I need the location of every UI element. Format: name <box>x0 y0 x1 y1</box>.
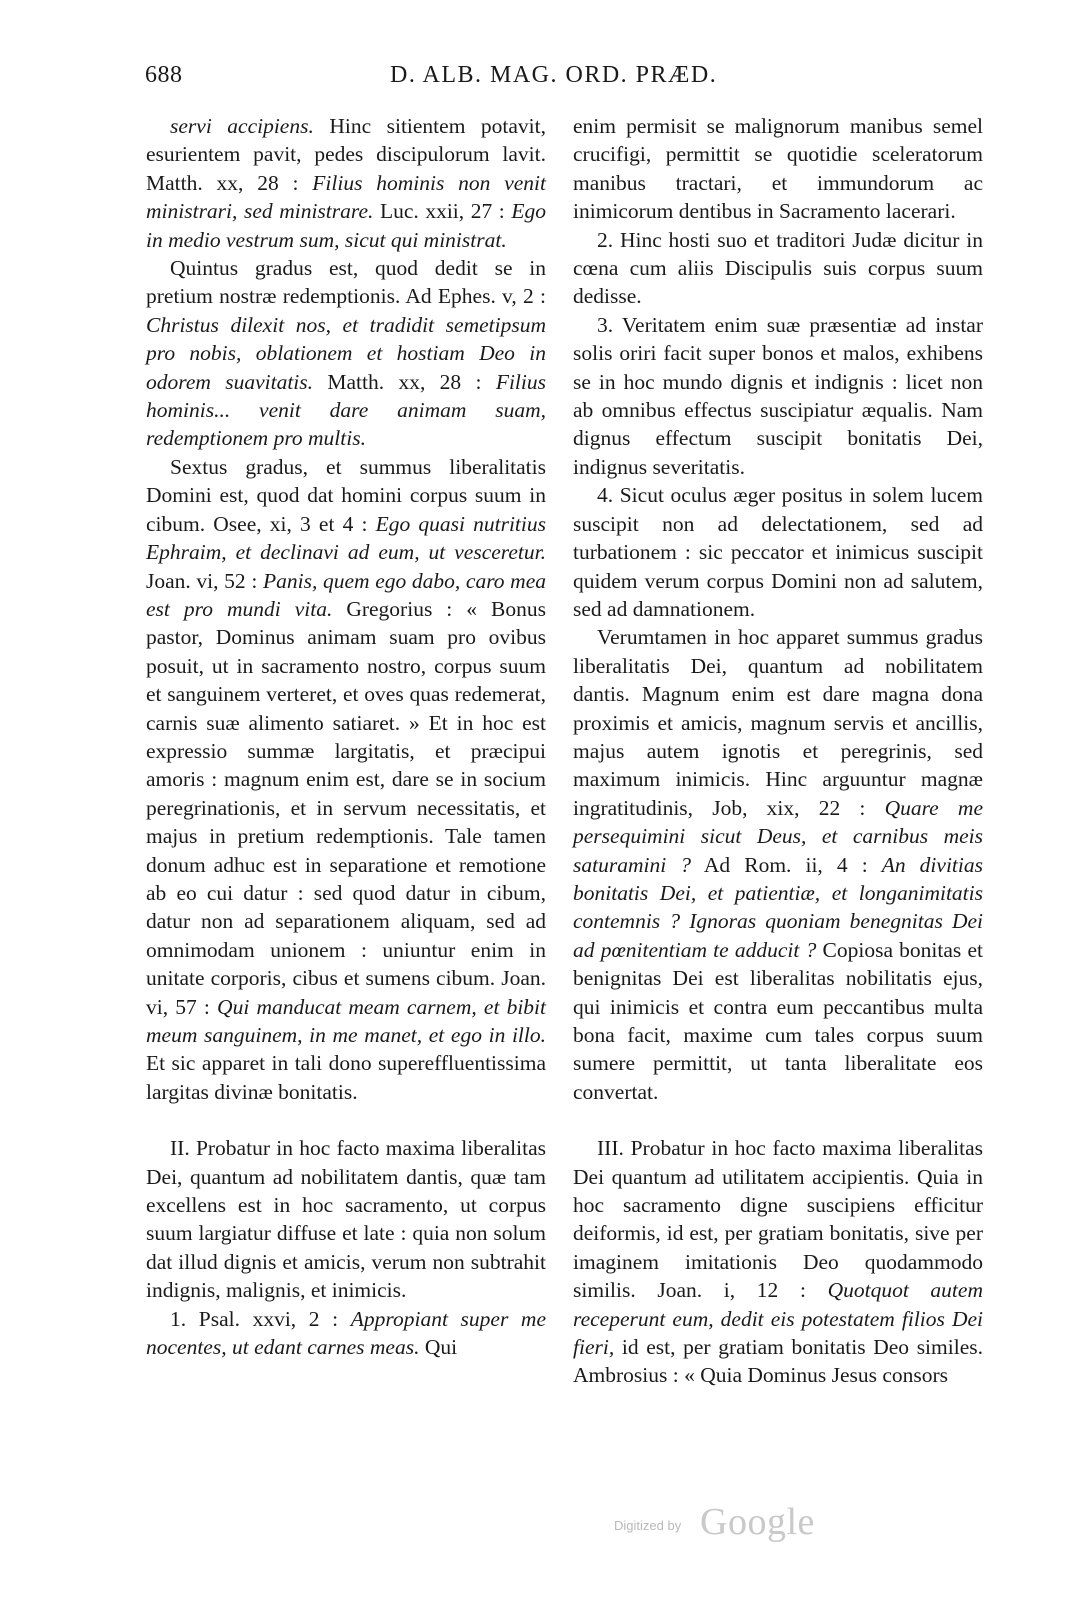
italic-quotation: Quotquot autem receperunt eum, dedit eis potestatem filios Dei fieri, <box>573 1278 983 1360</box>
text-run: Luc. xxii, 27 : <box>373 199 512 224</box>
paragraph <box>573 311 983 481</box>
text-run: Verumtamen in hoc apparet summus gradus liberalitatis Dei, quantum ad nobilitatem dantis. Magnum enim est dare magna dona proximis et amicis, magnum servis et ancillis, majus autem ignotis et peregrinis, sed maximum inimicis. Hinc arguuntur magnæ ingratitudinis, Job, xix, 22 : <box>573 625 983 820</box>
italic-quotation: Panis, quem ego dabo, caro mea est pro mundi vita. <box>146 568 546 621</box>
text-run: Sextus gradus, et summus liberalitatis Domini est, quod dat homini corpus suum in cibum. Osee, xi, 3 et 4 : <box>146 454 546 536</box>
paragraph <box>573 112 983 226</box>
paragraph <box>573 623 983 1106</box>
text-run: Gregorius : « Bonus pastor, Dominus animam suam pro ovibus posuit, ut in sacramento nostro, corpus suum et sanguinem verteret, et oves quas redemerat, carnis suæ alimento satiaret. » Et in hoc est expressio summæ largitatis, et præcipui amoris : magnum enim est, dare se in socium peregrinationis, et in servum necessitatis, et majus in pretium redemptionis. Tale tamen donum adhuc est in separatione et remotione ab eo cui datur : sed quod datur in cibum, datur non ad separationem aliquam, sed ad omnimodam unionem : uniuntur enim in unitate corporis, cibus et sumens cibum. Joan. vi, 57 : <box>146 596 546 1019</box>
italic-quotation: Ego in medio vestrum sum, sicut qui ministrat. <box>146 199 546 252</box>
left-text-column <box>146 112 546 1361</box>
text-run: Matth. xx, 28 : <box>313 369 496 394</box>
italic-quotation: Quare me persequimini sicut Deus, et carnibus meis saturamini ? <box>573 795 983 877</box>
paragraph <box>573 1134 983 1390</box>
paragraph <box>146 1134 546 1304</box>
paragraph <box>573 481 983 623</box>
italic-quotation: Christus dilexit nos, et tradidit semetipsum pro nobis, oblationem et hostiam Deo in odorem suavitatis. <box>146 312 546 394</box>
italic-quotation: Qui manducat meam carnem, et bibit meum sanguinem, in me manet, et ego in illo. <box>146 994 546 1047</box>
paragraph <box>146 112 546 254</box>
right-text-column <box>573 112 983 1390</box>
page-number: 688 <box>145 62 183 88</box>
text-run: id est, per gratiam bonitatis Deo similes. Ambrosius : « Quia Dominus Jesus consors <box>573 1335 983 1388</box>
digitized-by-label: Digitized by <box>614 1518 682 1533</box>
running-title: D. ALB. MAG. ORD. PRÆD. <box>390 62 718 88</box>
text-run: 2. Hinc hosti suo et traditori Judæ dicitur in cœna cum aliis Discipulis suis corpus suum dedisse. <box>573 227 983 309</box>
paragraph <box>146 254 546 453</box>
text-run: 3. Veritatem enim suæ præsentiæ ad instar solis oriri facit super bonos et malos, exhibens se in hoc mundo dignis et indignis : licet non ab omnibus effectus suscipiatur æqualis. Nam dignus effectum suscipit bonitatis Dei, indignus severitatis. <box>573 312 983 479</box>
text-run: 1. Psal. xxvi, 2 : <box>170 1306 351 1331</box>
italic-quotation: Appropiant super me nocentes, ut edant carnes meas. <box>146 1306 546 1360</box>
italic-quotation: Filius hominis... venit dare animam suam, redemptionem pro multis. <box>146 369 546 451</box>
text-run: Joan. vi, 52 : <box>146 568 263 593</box>
italic-quotation: Ego quasi nutritius Ephraim, et declinavi ad eum, ut vesceretur. <box>146 511 546 565</box>
italic-quotation: Filius hominis non venit ministrari, sed ministrare. <box>146 170 546 224</box>
text-run: Quintus gradus est, quod dedit se in pretium nostræ redemptionis. Ad Ephes. v, 2 : <box>146 256 546 309</box>
google-logo: Google <box>700 1501 815 1543</box>
page-header <box>0 62 1092 98</box>
text-run: Ad Rom. ii, 4 : <box>691 852 882 877</box>
paragraph <box>573 226 983 311</box>
paragraph <box>146 453 546 1106</box>
text-run: Et sic apparet in tali dono supereffluentissima largitas divinæ bonitatis. <box>146 1051 546 1104</box>
text-run: 4. Sicut oculus æger positus in solem lucem suscipit non ad delectationem, sed ad turbationem : sic peccator et inimicus suscipit quidem verum corpus Domini non ad salutem, sed ad damnationem. <box>573 483 983 621</box>
italic-quotation: An divitias bonitatis Dei, et patientiæ, et longanimitatis contemnis ? Ignoras quoniam benegnitas Dei ad pœnitentiam te adducit ? <box>573 852 983 962</box>
text-run: III. Probatur in hoc facto maxima liberalitas Dei quantum ad utilitatem accipientis. Quia in hoc sacramento digne suscipiens efficitur deiformis, id est, per gratiam bonitatis, sive per imaginem imitationis Deo quodammodo similis. Joan. i, 12 : <box>573 1136 983 1303</box>
italic-quotation: servi accipiens. <box>170 114 314 138</box>
paragraph <box>146 1305 546 1362</box>
text-run: enim permisit se malignorum manibus semel crucifigi, permittit se quotidie sceleratorum manibus tractari, et immundorum ac inimicorum dentibus in Sacramento lacerari. <box>573 114 983 224</box>
text-run: Hinc sitientem potavit, esurientem pavit, pedes discipulorum lavit. Matth. xx, 28 : <box>146 114 546 195</box>
text-run: Qui <box>419 1335 458 1360</box>
text-run: Copiosa bonitas et benignitas Dei est liberalitas nobilitatis ejus, qui inimicis et contra eum peccantibus multa bona facit, maxime cum tales corpus suum sumere permittit, ut tanta liberalitate eos convertat. <box>573 937 983 1104</box>
text-run: II. Probatur in hoc facto maxima liberalitas Dei, quantum ad nobilitatem dantis, quæ tam excellens est in hoc sacramento, ut corpus suum largiatur diffuse et late : quia non solum dat illud dignis et amicis, verum non subtrahit indignis, malignis, et inimicis. <box>146 1136 546 1303</box>
digitization-watermark <box>614 1502 834 1546</box>
